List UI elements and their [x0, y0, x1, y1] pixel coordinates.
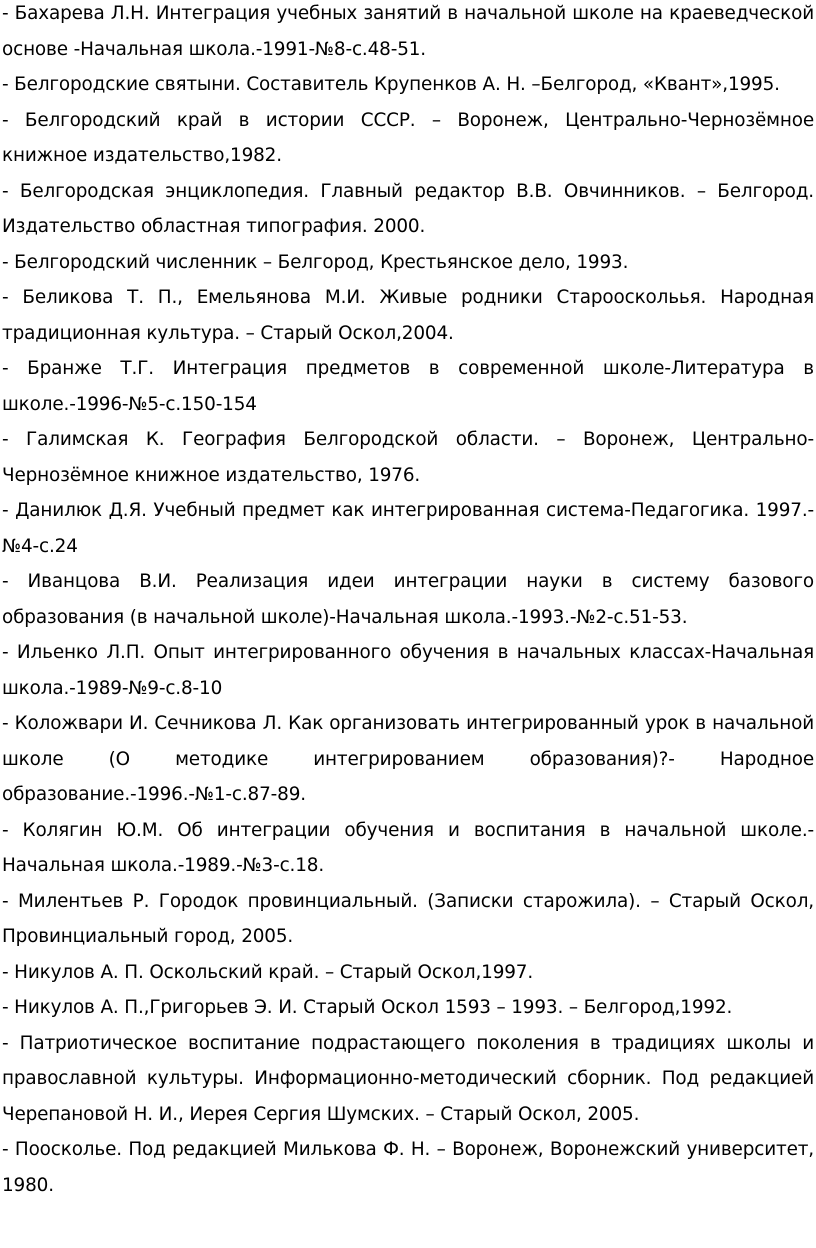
bibliography-entry-belgorod-encyclopedia: - Белгородская энциклопедия. Главный редактор В.В. Овчинников. – Белгород. Издательство областная типография. 2000.: [2, 180, 814, 237]
bibliography-entry-belikova: - Беликова Т. П., Емельянова М.И. Живые родники Старооскольья. Народная традиционная культура. – Старый Оскол,2004.: [2, 287, 814, 344]
bibliography-entry-kolyagin: - Колягин Ю.М. Об интеграции обучения и воспитания в начальной школе.-Начальная школа.-1989.-№3-с.18.: [2, 819, 814, 876]
bibliography-entry-patriotic-education: - Патриотическое воспитание подрастающего поколения в традициях школы и православной культуры. Информационно-методический сборник. Под редакцией Черепановой Н. И., Иерея Сергия Шумских. – Старый Оскол, 2005.: [2, 1032, 814, 1125]
bibliography-entry-ilenko: - Ильенко Л.П. Опыт интегрированного обучения в начальных классах-Начальная школа.-1989-№9-с.8-10: [2, 642, 814, 699]
bibliography-entry-galimskaya: - Галимская К. География Белгородской области. – Воронеж, Центрально-Чернозёмное книжное издательство, 1976.: [2, 429, 814, 486]
bibliography-entry-bakhareva: - Бахарева Л.Н. Интеграция учебных занятий в начальной школе на краеведческой основе -Начальная школа.-1991-№8-с.48-51.: [2, 3, 814, 60]
bibliography-entry-pooskolye: - Поосколье. Под редакцией Милькова Ф. Н. – Воронеж, Воронежский университет, 1980.: [2, 1139, 814, 1196]
bibliography-entry-ivantsova: - Иванцова В.И. Реализация идеи интеграции науки в систему базового образования (в начальной школе)-Начальная школа.-1993.-№2-с.51-53.: [2, 571, 814, 628]
bibliography-entry-belgorod-krai: - Белгородский край в истории СССР. – Воронеж, Центрально-Чернозёмное книжное издательство,1982.: [2, 109, 814, 166]
bibliography-entry-nikulov-grigorev: - Никулов А. П.,Григорьев Э. И. Старый Оскол 1593 – 1993. – Белгород,1992.: [2, 997, 733, 1018]
bibliography-entry-nikulov-oskolsky: - Никулов А. П. Оскольский край. – Старый Оскол,1997.: [2, 961, 534, 983]
bibliography-entry-branzhe: - Бранже Т.Г. Интеграция предметов в современной школе-Литература в школе.-1996-№5-с.150-154: [2, 358, 814, 415]
bibliography-entry-danilyuk: - Данилюк Д.Я. Учебный предмет как интегрированная система-Педагогика. 1997.-№4-с.24: [2, 500, 814, 557]
bibliography-entry-kolozhvari: - Коложвари И. Сечникова Л. Как организовать интегрированный урок в начальной школе (О методике интегрированием образования)?- Народное образование.-1996.-№1-с.87-89.: [2, 713, 814, 805]
bibliography-entry-belgorod-chislennik: - Белгородский численник – Белгород, Крестьянское дело, 1993.: [2, 251, 629, 273]
bibliography-entry-belgorod-svyatyni: - Белгородские святыни. Составитель Крупенков А. Н. –Белгород, «Квант»,1995.: [2, 74, 780, 95]
bibliography-entry-milentev: - Милентьев Р. Городок провинциальный. (Записки старожила). – Старый Оскол, Провинциальный город, 2005.: [2, 890, 814, 947]
